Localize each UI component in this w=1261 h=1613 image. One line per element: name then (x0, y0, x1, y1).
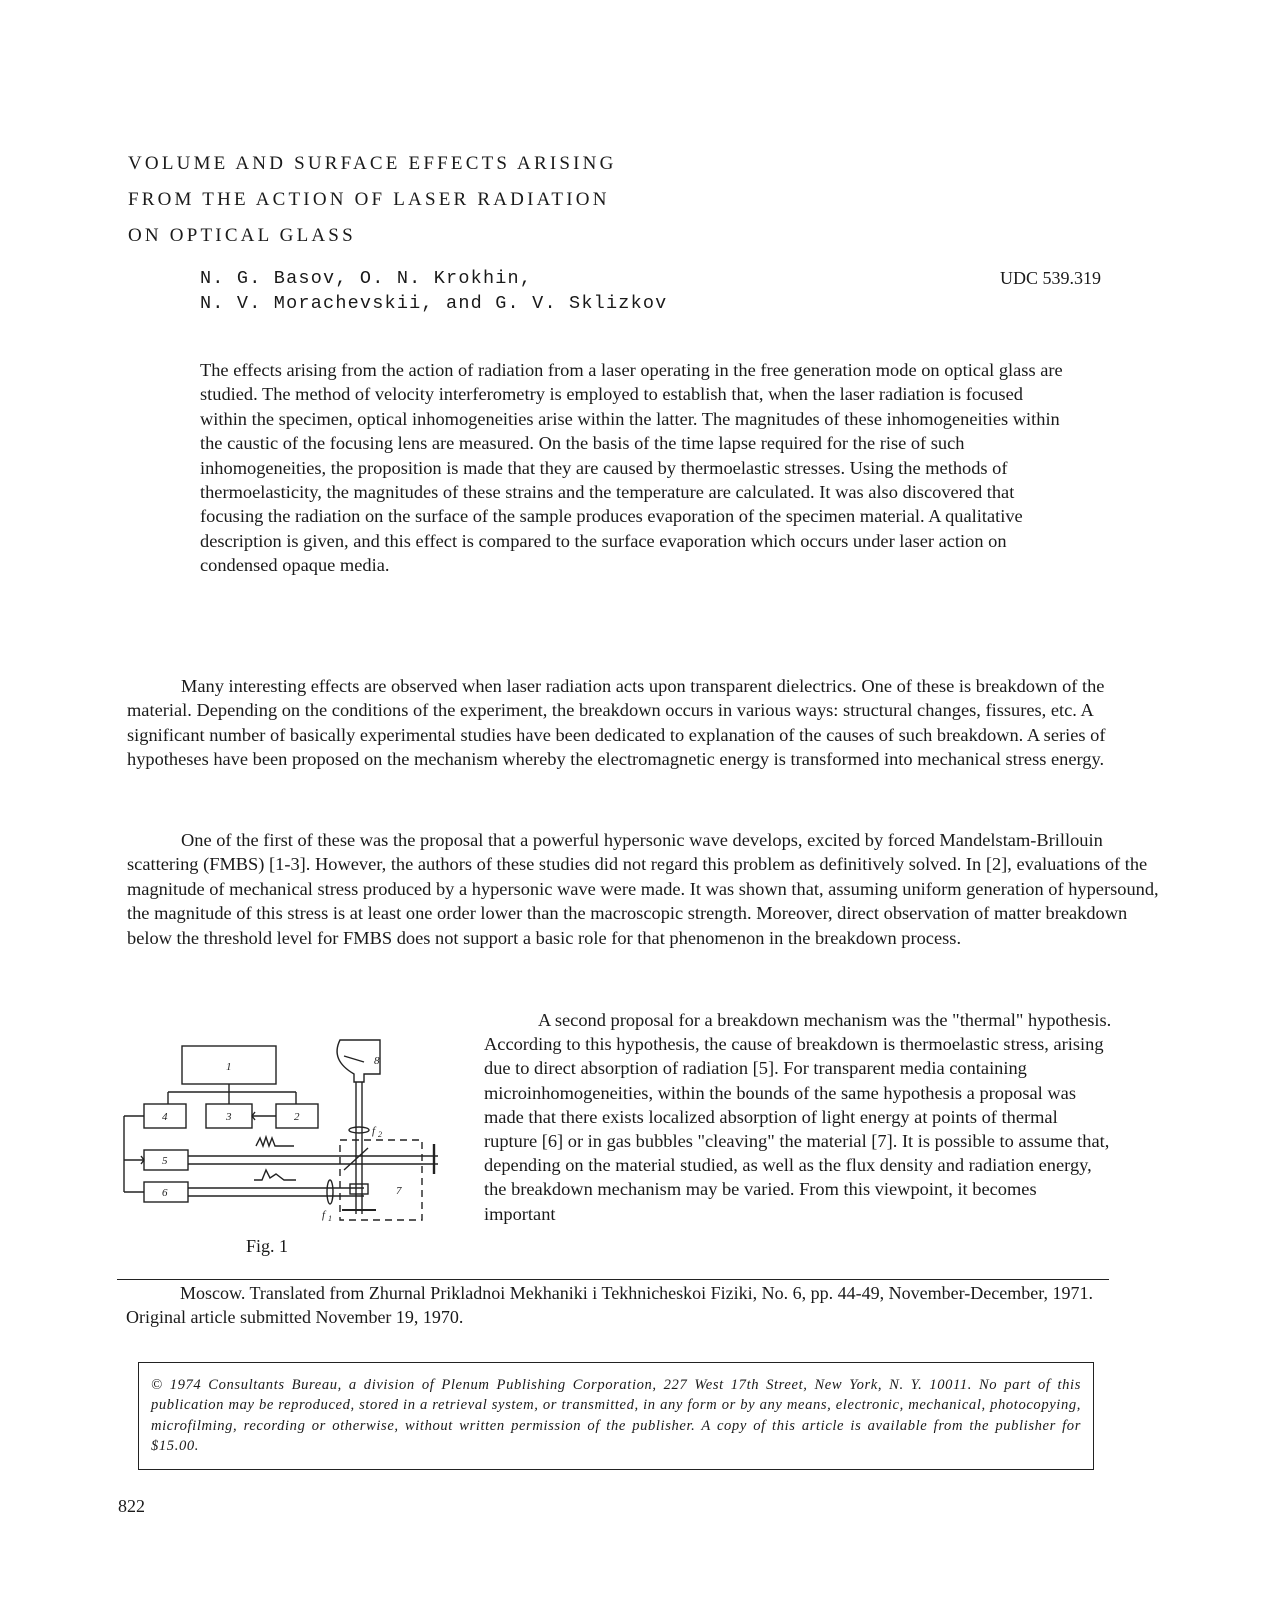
article-title (128, 146, 768, 254)
copyright-notice: © 1974 Consultants Bureau, a division of Plenum Publishing Corporation, 227 West 17th Street, New York, N. Y. 10011. No part of this publication may be reproduced, stored in a retrieval system, or transmitted, in any form or by any means, electronic, mechanical, photocopying, microfilming, recording or otherwise, without written permission of the publisher. A copy of this article is available from the publisher for $15.00. (151, 1377, 1081, 1455)
figure-1 (118, 1034, 438, 1264)
label-4: 4 (162, 1111, 168, 1123)
label-f1-sub: 1 (328, 1214, 332, 1223)
author-line: N. V. Morachevskii, and G. V. Sklizkov (200, 293, 668, 314)
label-1: 1 (226, 1061, 232, 1073)
label-5: 5 (162, 1155, 168, 1167)
apparatus-diagram (118, 1034, 438, 1234)
block-7 (340, 1140, 422, 1220)
udc-code: UDC 539.319 (1000, 268, 1102, 288)
figure-caption: Fig. 1 (246, 1236, 289, 1256)
label-6: 6 (162, 1187, 168, 1199)
label-7: 7 (396, 1185, 402, 1197)
author-line: N. G. Basov, O. N. Krokhin, (200, 268, 533, 289)
body-paragraph: Many interesting effects are observed when laser radiation acts upon transparent dielectrics. One of these is breakdown of the material. Depending on the conditions of the experiment, the breakdown occurs in various ways: structural changes, fissures, etc. A significant number of basically experimental studies have been dedicated to explanation of the causes of such breakdown. A series of hypotheses have been proposed on the mechanism whereby the electromagnetic energy is transformed into mechanical stress energy. (127, 676, 1106, 770)
title-line: ON OPTICAL GLASS (128, 225, 356, 246)
label-f2-sub: 2 (378, 1130, 382, 1139)
footnote-rule (117, 1279, 1109, 1280)
body-paragraph: One of the first of these was the proposal that a powerful hypersonic wave develops, excited by forced Mandelstam-Brillouin scattering (FMBS) [1-3]. However, the authors of these studies did not regard this problem as definitively solved. In [2], evaluations of the magnitude of mechanical stress produced by a hypersonic wave were made. It was shown that, assuming uniform generation of hypersound, the magnitude of this stress is at least one order lower than the macroscopic strength. Moreover, direct observation of matter breakdown below the threshold level for FMBS does not support a basic role for that phenomenon in the breakdown process. (127, 830, 1159, 948)
abstract: The effects arising from the action of radiation from a laser operating in the free generation mode on optical glass are studied. The method of velocity interferometry is employed to establish that, when the laser radiation is focused within the specimen, optical inhomogeneities arise within the latter. The magnitudes of these inhomogeneities within the caustic of the focusing lens are measured. On the basis of the time lapse required for the rise of such inhomogeneities, the proposition is made that they are caused by thermoelastic stresses. Using the methods of thermoelasticity, the magnitudes of these strains and the temperature are calculated. It was also discovered that focusing the radiation on the surface of the sample produces evaporation of the specimen material. A qualitative description is given, and this effect is compared to the surface evaporation which occurs under laser action on condensed opaque media. (200, 360, 1063, 576)
page-number: 822 (118, 1496, 145, 1516)
label-8: 8 (374, 1055, 380, 1067)
label-f2: f (372, 1125, 376, 1137)
body-paragraph: A second proposal for a breakdown mechanism was the "thermal" hypothesis. According to this hypothesis, the cause of breakdown is thermoelastic stress, arising due to direct absorption of radiation [5]. For transparent media containing microinhomogeneities, within the bounds of the same hypothesis a proposal was made that there exists localized absorption of light energy at points of thermal rupture [6] or in gas bubbles "cleaving" the material [7]. It is possible to assume that, depending on the material studied, as well as the flux density and radiation energy, the breakdown mechanism may be varied. From this viewpoint, it becomes important (484, 1010, 1112, 1224)
footnote: Moscow. Translated from Zhurnal Prikladnoi Mekhaniki i Tekhnicheskoi Fiziki, No. 6, pp. 44-49, November-December, 1971. Original article submitted November 19, 1970. (126, 1283, 1094, 1327)
label-2: 2 (294, 1111, 300, 1123)
title-line: VOLUME AND SURFACE EFFECTS ARISING (128, 153, 617, 174)
author-list (200, 266, 900, 316)
copyright-box (138, 1362, 1094, 1470)
label-f1: f (322, 1209, 326, 1221)
label-3: 3 (226, 1111, 232, 1123)
title-line: FROM THE ACTION OF LASER RADIATION (128, 189, 610, 210)
